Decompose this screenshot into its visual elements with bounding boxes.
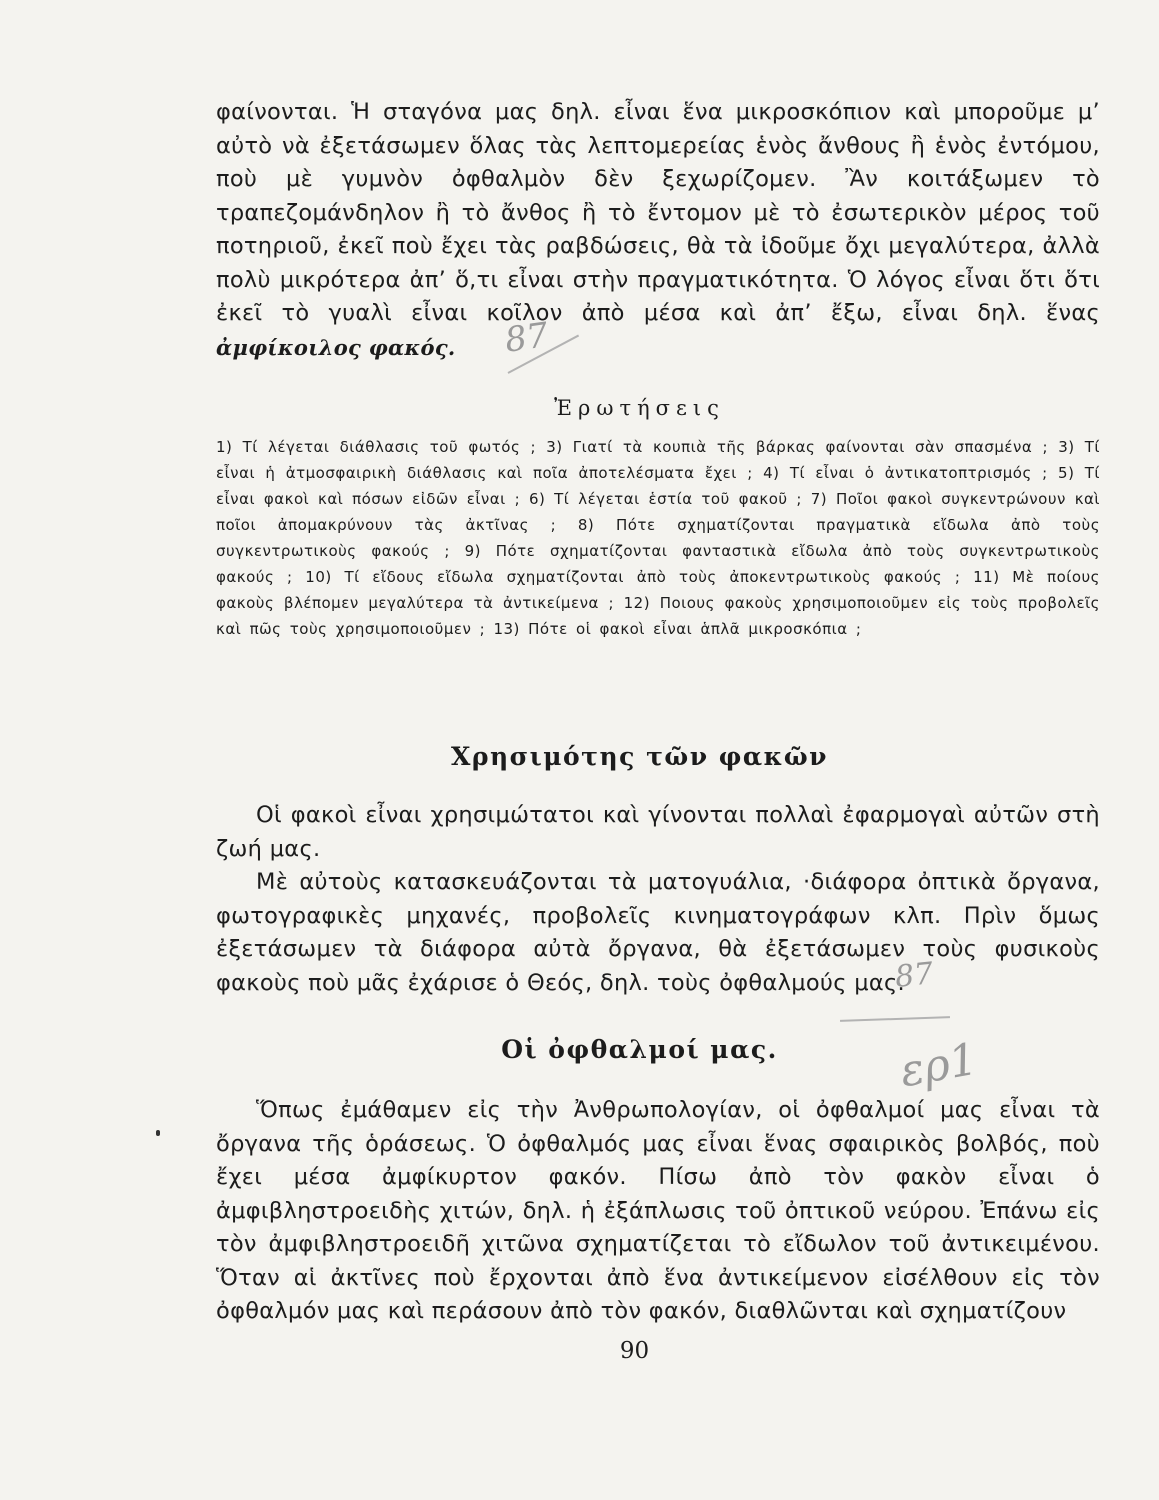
- margin-mark: [156, 1130, 160, 1136]
- handwritten-annotation: ερ1: [896, 1033, 982, 1098]
- section-title-lens-usefulness: Χρησιμότης τῶν φακῶν: [450, 742, 829, 771]
- bold-term-amphikoilos: ἀμφίκοιλος φακός.: [216, 334, 456, 360]
- questions-list: 1) Τί λέγεται διάθλασις τοῦ φωτός ; 3) Γιατί τὰ κουπιὰ τῆς βάρκας φαίνονται σὰν σπασμένα ; 3) Τί εἶναι ἡ ἀτμοσφαιρικὴ διάθλασις καὶ ποῖα ἀποτελέσματα ἔχει ; 4) Τί εἶναι ὁ ἀντικατοπτρισμός ; 5) Τί εἶναι φακοὶ καὶ πόσων εἰδῶν εἶναι ; 6) Τί λέγεται ἑστία τοῦ φακοῦ ; 7) Ποῖοι φακοὶ συγκεντρώνουν καὶ ποῖοι ἀπομακρύνουν τὰς ἀκτῖνας ; 8) Πότε σχηματίζονται πραγματικὰ εἴδωλα ἀπὸ τοὺς συγκεντρωτικοὺς φακούς ; 9) Πότε σχηματίζονται φανταστικὰ εἴδωλα ἀπὸ τοὺς συγκεντρωτικοὺς φακούς ; 10) Τί εἴδους εἴδωλα σχηματίζονται ἀπὸ τοὺς ἀποκεντρωτικοὺς φακούς ; 11) Μὲ ποίους φακοὺς βλέπομεν μεγαλύτερα τὰ ἀντικείμενα ; 12) Ποιους φακοὺς χρησιμοποιοῦμεν εἰς τοὺς προβολεῖς καὶ πῶς τοὺς χρησιμοποιοῦμεν ; 13) Πότε οἱ φακοὶ εἶναι ἁπλᾶ μικροσκόπια ;: [216, 438, 1100, 638]
- paragraph: Ὅπως ἐμάθαμεν εἰς τὴν Ἀνθρωπολογίαν, οἱ ὀφθαλμοί μας εἶναι τὰ ὄργανα τῆς ὁράσεως. Ὁ ὀφθαλμός μας εἶναι ἕνας σφαιρικὸς βολβός, ποὺ ἔχει μέσα ἀμφίκυρτον φακόν. Πίσω ἀπὸ τὸν φακὸν εἶναι ὁ ἀμφιβληστροειδὴς χιτών, δηλ. ἡ ἐξάπλωσις τοῦ ὀπτικοῦ νεύρου. Ἐπάνω εἰς τὸν ἀμφιβληστροειδῆ χιτῶνα σχηματίζεται τὸ εἴδωλον τοῦ ἀντικειμένου. Ὅταν αἱ ἀκτῖνες ποὺ ἔρχονται ἀπὸ ἕνα ἀντικείμενον εἰσέλθουν εἰς τὸν ὀφθαλμόν μας καὶ περάσουν ἀπὸ τὸν φακόν, διαθλῶνται καὶ σχηματίζουν: [216, 1097, 1100, 1324]
- intro-paragraph-text: φαίνονται. Ἡ σταγόνα μας δηλ. εἶναι ἕνα μικροσκόπιον καὶ μποροῦμε μ’ αὐτὸ νὰ ἐξετάσωμεν ὅλας τὰς λεπτομερείας ἑνὸς ἄνθους ἢ ἑνὸς ἐντόμου, ποὺ μὲ γυμνὸν ὀφθαλμὸν δὲν ξεχωρίζομεν. Ἂν κοιτάξωμεν τὸ τραπεζομάνδηλον ἢ τὸ ἄνθος ἢ τὸ ἔντομον μὲ τὸ ἐσωτερικὸν μέρος τοῦ ποτηριοῦ, ἐκεῖ ποὺ ἔχει τὰς ραβδώσεις, θὰ τὰ ἰδοῦμε ὄχι μεγαλύτερα, ἀλλὰ πολὺ μικρότερα ἀπ’ ὅ,τι εἶναι στὴν πραγματικότητα. Ὁ λόγος εἶναι ὅτι ὅτι ἐκεῖ τὸ γυαλὶ εἶναι κοῖλον ἀπὸ μέσα καὶ ἀπ’ ἔξω, εἶναι δηλ. ἕνας: [216, 99, 1100, 326]
- paragraph: Οἱ φακοὶ εἶναι χρησιμώτατοι καὶ γίνονται πολλαὶ ἐφαρμογαὶ αὐτῶν στὴ ζωή μας.: [216, 802, 1100, 862]
- paragraph: Μὲ αὐτοὺς κατασκευάζονται τὰ ματογυάλια, ·διάφορα ὀπτικὰ ὄργανα, φωτογραφικὲς μηχανές, προβολεῖς κινηματογράφων κλπ. Πρὶν ὅμως ἐξετάσωμεν τὰ διάφορα αὐτὰ ὄργανα, θὰ ἐξετάσωμεν τοὺς φυσικοὺς φακοὺς ποὺ μᾶς ἐχάρισε ὁ Θεός, δηλ. τοὺς ὀφθαλμούς μας.: [216, 869, 1100, 996]
- handwritten-annotation: 87: [502, 315, 551, 361]
- questions-heading: Ἐρωτήσεις: [554, 396, 725, 420]
- handwritten-annotation: 87: [893, 956, 935, 995]
- page-number: 90: [619, 1338, 650, 1364]
- intro-paragraph: [216, 96, 1100, 365]
- section-title-our-eyes: Οἱ ὀφθαλμοί μας.: [501, 1035, 778, 1064]
- pencil-stroke: [840, 1016, 950, 1022]
- lens-usefulness-body: [216, 799, 1100, 1000]
- our-eyes-body: [216, 1094, 1100, 1329]
